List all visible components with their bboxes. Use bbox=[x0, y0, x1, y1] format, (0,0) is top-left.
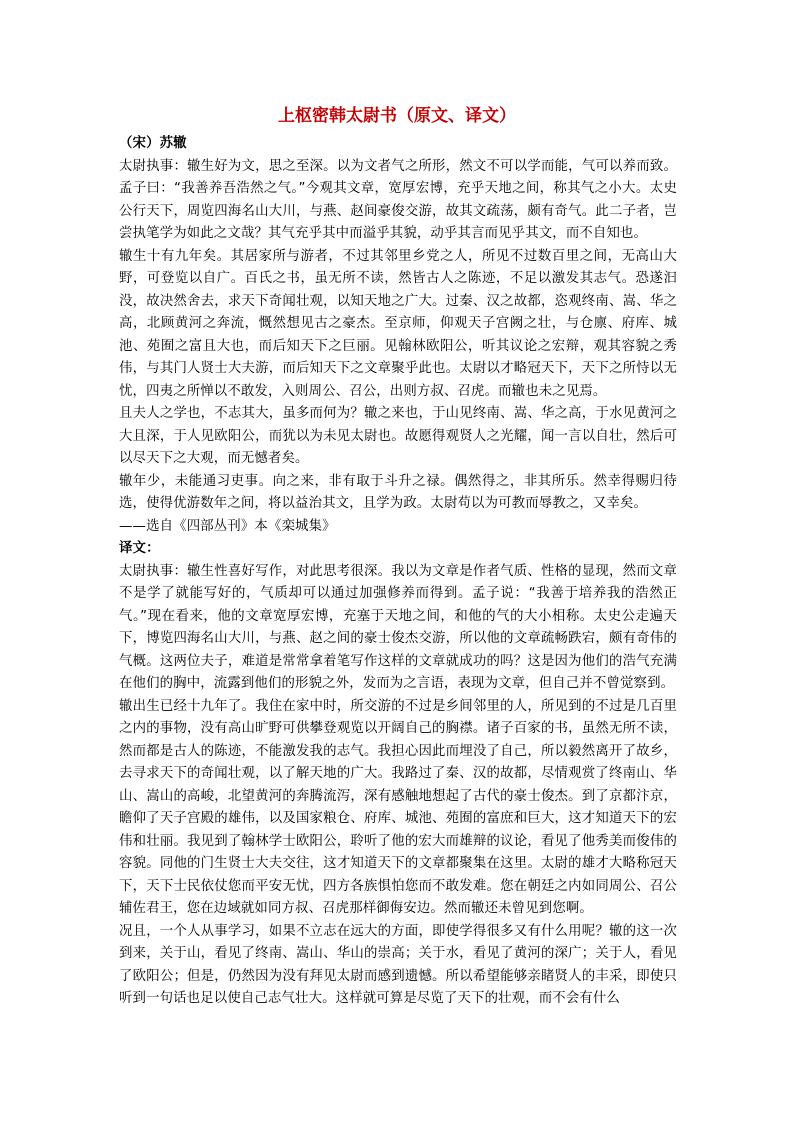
original-paragraph-4: 辙年少，未能通习吏事。向之来，非有取于斗升之禄。偶然得之，非其所乐。然幸得赐归待选，使得优游数年之间，将以益治其文，且学为政。太尉苟以为可教而辱教之，又幸矣。 bbox=[119, 473, 677, 511]
author-line: （宋）苏辙 bbox=[119, 136, 187, 151]
document-body bbox=[119, 133, 677, 1011]
document-title: 上枢密韩太尉书（原文、译文） bbox=[278, 106, 516, 126]
source-line: ——选自《四部丛刊》本《栾城集》 bbox=[119, 518, 336, 534]
original-paragraph-2: 辙生十有九年矣。其居家所与游者，不过其邻里乡党之人，所见不过数百里之间，无高山大野，可登览以自广。百氏之书，虽无所不读，然皆古人之陈迹，不足以激发其志气。恐遂汩没，故决然舍去，求天下奇闻壮观，以知天地之广大。过秦、汉之故都，恣观终南、嵩、华之高，北顾黄河之奔流，慨然想见古之豪杰。至京师，仰观天子宫阙之壮，与仓廪、府库、城池、苑囿之富且大也，而后知天下之巨丽。见翰林欧阳公，听其议论之宏辩，观其容貌之秀伟，与其门人贤士大夫游，而后知天下之文章聚乎此也。太尉以才略冠天下，天下之所恃以无忧，四夷之所惮以不敢发，入则周公、召公，出则方叔、召虎。而辙也未之见焉。 bbox=[119, 248, 677, 399]
translation-paragraph-3: 况且，一个人从事学习，如果不立志在远大的方面，即使学得很多又有什么用呢？辙的这一次到来，关于山，看见了终南、嵩山、华山的崇高；关于水，看见了黄河的深广；关于人，看见了欧阳公；但是，仍然因为没有拜见太尉而感到遗憾。所以希望能够亲睹贤人的丰采，即使只听到一句话也足以使自己志气壮大。这样就可算是尽览了天下的壮观，而不会有什么 bbox=[119, 923, 677, 1006]
translation-heading: 译文： bbox=[119, 541, 160, 556]
original-paragraph-1: 太尉执事：辙生好为文，思之至深。以为文者气之所形，然文不可以学而能，气可以养而致。孟子曰：“我善养吾浩然之气。”今观其文章，宽厚宏博，充乎天地之间，称其气之小大。太史公行天下，周览四海名山大川，与燕、赵间豪俊交游，故其文疏荡，颇有奇气。此二子者，岂尝执笔学为如此之文哉？其气充乎其中而溢乎其貌，动乎其言而见乎其文，而不自知也。 bbox=[119, 158, 677, 241]
translation-paragraph-2: 辙出生已经十九年了。我住在家中时，所交游的不过是乡间邻里的人，所见到的不过是几百里之内的事物，没有高山旷野可供攀登观览以开阔自己的胸襟。诸子百家的书，虽然无所不读，然而都是古人的陈迹，不能激发我的志气。我担心因此而埋没了自己，所以毅然离开了故乡，去寻求天下的奇闻壮观，以了解天地的广大。我路过了秦、汉的故都，尽情观赏了终南山、华山、嵩山的高峻，北望黄河的奔腾流泻，深有感触地想起了古代的豪士俊杰。到了京都汴京，瞻仰了天子宫殿的雄伟，以及国家粮仓、府库、城池、苑囿的富庶和巨大，这才知道天下的宏伟和壮丽。我见到了翰林学士欧阳公，聆听了他的宏大而雄辩的议论，看见了他秀美而俊伟的容貌。同他的门生贤士大夫交往，这才知道天下的文章都聚集在这里。太尉的雄才大略称冠天下，天下士民依仗您而平安无忧，四方各族惧怕您而不敢发难。您在朝廷之内如同周公、召公辅佐君王，您在边域就如同方叔、召虎那样御侮安边。然而辙还未曾见到您啊。 bbox=[119, 698, 677, 916]
original-paragraph-3: 且夫人之学也，不志其大，虽多而何为？辙之来也，于山见终南、嵩、华之高，于水见黄河之大且深，于人见欧阳公，而犹以为未见太尉也。故愿得观贤人之光耀，闻一言以自壮，然后可以尽天下之大观，而无憾者矣。 bbox=[119, 406, 677, 466]
translation-paragraph-1: 太尉执事：辙生性喜好写作，对此思考很深。我以为文章是作者气质、性格的显现，然而文章不是学了就能写好的，气质却可以通过加强修养而得到。孟子说：“我善于培养我的浩然正气。”现在看来，他的文章宽厚宏博，充塞于天地之间，和他的气的大小相称。太史公走遍天下，博览四海名山大川，与燕、赵之间的豪士俊杰交游，所以他的文章疏畅跌宕，颇有奇伟的气概。这两位夫子，难道是常常拿着笔写作这样的文章就成功的吗？这是因为他们的浩气充满在他们的胸中，流露到他们的形貌之外，发而为之言语，表现为文章，但自己并不曾觉察到。 bbox=[119, 563, 677, 691]
